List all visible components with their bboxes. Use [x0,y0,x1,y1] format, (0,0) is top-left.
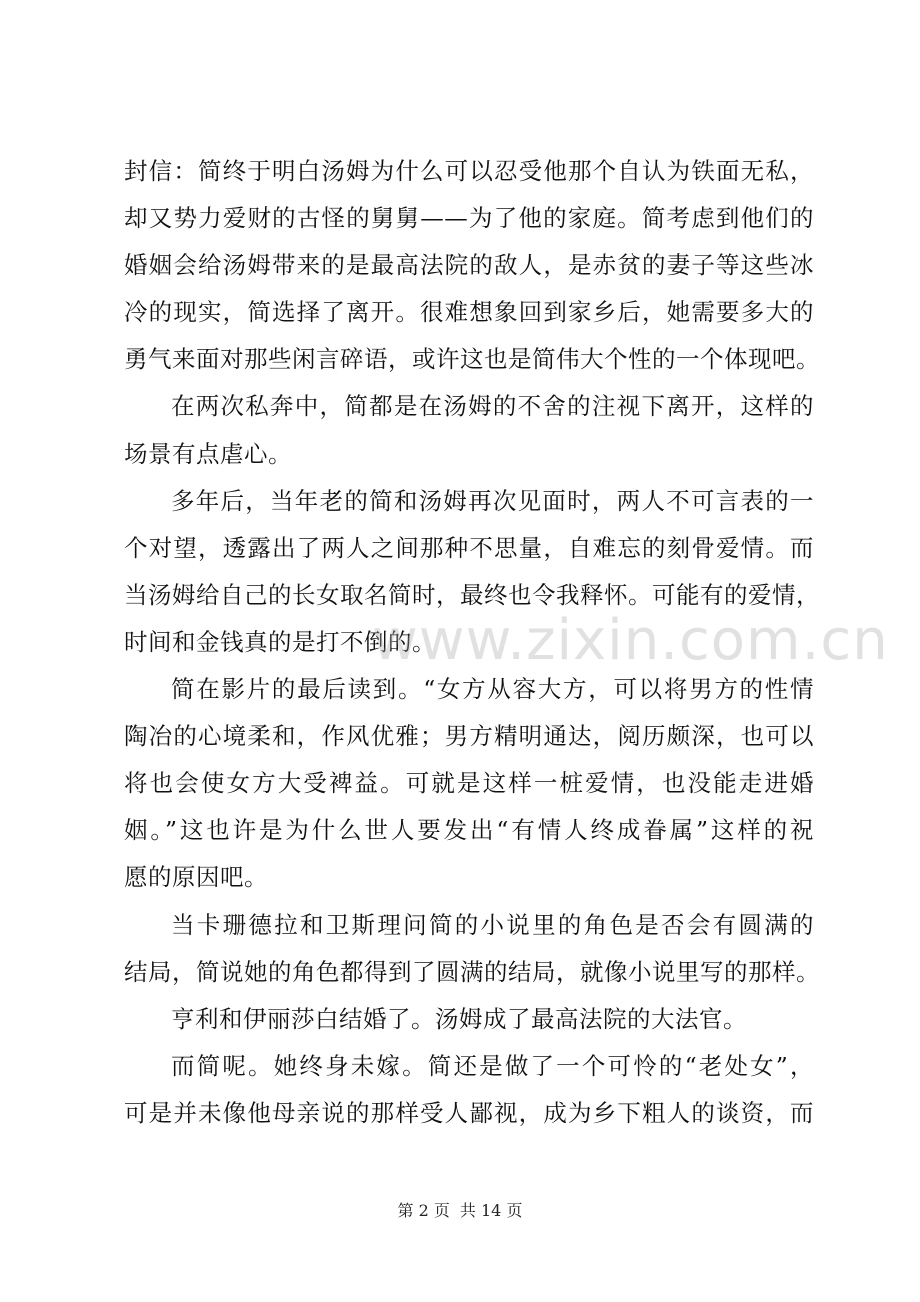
text-line: 婚姻会给汤姆带来的是最高法院的敌人，是赤贫的妻子等这些冰 [124,251,814,280]
text-line: 愿的原因吧。 [124,863,268,892]
text-line: 当汤姆给自己的长女取名简时，最终也令我释怀。可能有的爱情， [124,580,820,609]
text-line: 姻。”这也许是为什么世人要发出“有情人终成眷属”这样的祝 [124,816,814,845]
text-line: 场景有点虐心。 [124,439,292,468]
text-line: 可是并未像他母亲说的那样受人鄙视，成为乡下粗人的谈资，而 [124,1098,814,1127]
text-line: 封信：简终于明白汤姆为什么可以忍受他那个自认为铁面无私， [124,157,814,185]
text-line: 结局，简说她的角色都得到了圆满的结局，就像小说里写的那样。 [124,957,820,986]
page-number: 第 2 页 [397,1201,450,1220]
text-line: 当卡珊德拉和卫斯理问简的小说里的角色是否会有圆满的 [171,910,814,939]
text-line: 却又势力爱财的古怪的舅舅——为了他的家庭。简考虑到他们的 [124,204,814,233]
text-line: 个对望，透露出了两人之间那种不思量，自难忘的刻骨爱情。而 [124,533,814,562]
watermark: www.zixin.com.cn [372,608,889,673]
text-line: 勇气来面对那些闲言碎语，或许这也是简伟大个性的一个体现吧。 [124,345,820,374]
text-line: 将也会使女方大受裨益。可就是这样一桩爱情，也没能走进婚 [124,769,814,798]
text-line: 陶冶的心境柔和，作风优雅；男方精明通达，阅历颇深，也可以 [124,722,814,751]
text-line: 冷的现实，简选择了离开。很难想象回到家乡后，她需要多大的 [124,298,814,327]
text-line: 在两次私奔中，简都是在汤姆的不舍的注视下离开，这样的 [171,392,814,421]
text-line: 而简呢。她终身未嫁。简还是做了一个可怜的“老处女”， [171,1051,814,1080]
text-line: 简在影片的最后读到。“女方从容大方，可以将男方的性情 [171,675,814,704]
page-total: 共 14 页 [459,1201,523,1220]
text-line: 多年后，当年老的简和汤姆再次见面时，两人不可言表的一 [171,486,814,515]
text-line: 时间和金钱真的是打不倒的。 [124,627,436,656]
text-line: 亨利和伊丽莎白结婚了。汤姆成了最高法院的大法官。 [171,1004,747,1033]
page-footer [0,1198,920,1221]
